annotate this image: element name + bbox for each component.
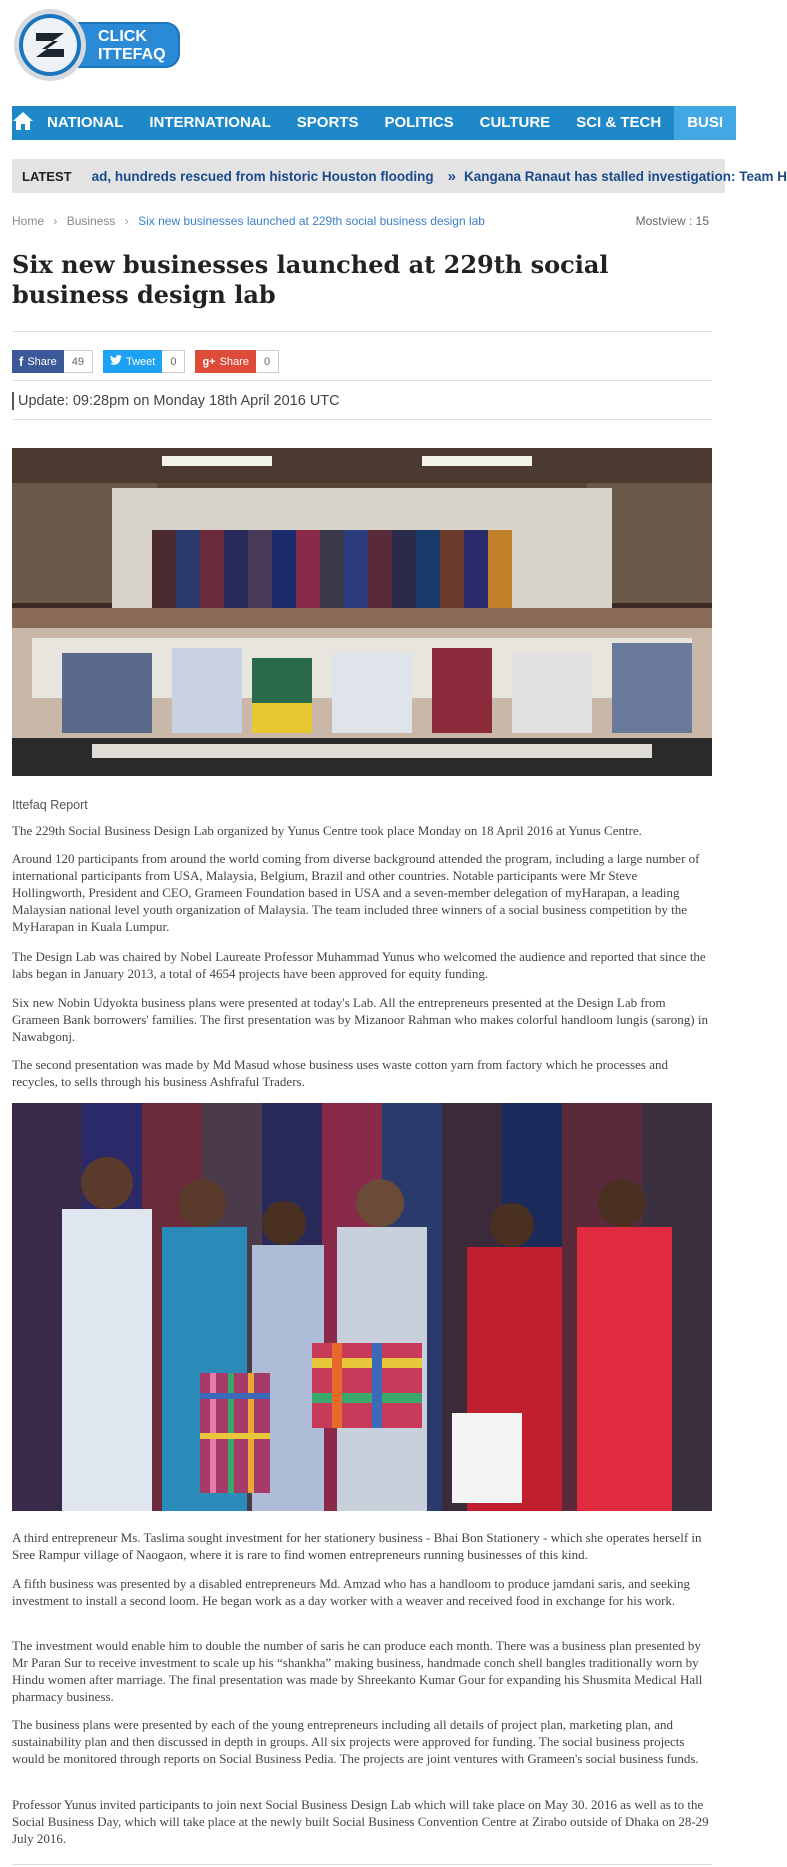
article-byline: Ittefaq Report xyxy=(12,798,88,812)
brand-line2: ITTEFAQ xyxy=(98,46,166,63)
latest-label: LATEST xyxy=(22,168,72,184)
breadcrumb-home[interactable]: Home xyxy=(12,214,45,228)
article-paragraph: The 229th Social Business Design Lab organized by Yunus Centre took place Monday on 18 April 2016 at Yunus Centre. xyxy=(12,823,642,838)
article-paragraph: The investment would enable him to double the number of saris he can produce each month. There was a business plan presented by Mr Paran Sur to receive investment to scale up his “shankha” making business, handmade conch shell bangles traditionally worn by Hindu women after marriage. The final presentation was made by Shreekanto Kumar Gour for expanding his Shusmita Medical Hall pharmacy business. xyxy=(12,1638,703,1704)
article-paragraph: The second presentation was made by Md Masud whose business uses waste cotton yarn from factory which he processes and recycles, to sells through his business Ashfraful Traders. xyxy=(12,1057,668,1089)
divider xyxy=(12,331,712,332)
article-photo-group xyxy=(12,448,712,776)
brand-line1: CLICK xyxy=(98,28,147,45)
nav-item-sci-tech[interactable]: SCI & TECH xyxy=(576,114,662,131)
mostview-count: Mostview : 15 xyxy=(635,214,709,228)
nav-item-sports[interactable]: SPORTS xyxy=(296,114,359,131)
page-title: Six new businesses launched at 229th social business design lab xyxy=(12,250,609,309)
breadcrumb-section[interactable]: Business xyxy=(66,214,116,228)
article-paragraph: A fifth business was presented by a disabled entrepreneurs Md. Amzad who has a handloom to produce jamdani saris, and seeking investment to install a second loom. He began work as a day worker with a weaver and received food in exchange for his work. xyxy=(12,1576,690,1608)
update-text: Update: 09:28pm on Monday 18th April 2016 UTC xyxy=(18,393,340,409)
chevron-right-icon: » xyxy=(447,167,456,185)
breadcrumb-current[interactable]: Six new businesses launched at 229th social business design lab xyxy=(138,214,485,228)
breadcrumb xyxy=(12,214,485,228)
nav-item-culture[interactable]: CULTURE xyxy=(479,114,551,131)
article-paragraph: Six new Nobin Udyokta business plans were presented at today's Lab. All the entrepreneurs presented at the Design Lab from Grameen Bank borrowers' families. The first presentation was by Mizanoor Rahman who makes colorful handloom lungis (sarong) in Nawabgonj. xyxy=(12,995,708,1044)
divider xyxy=(12,1864,712,1865)
nav-home-button[interactable] xyxy=(12,106,34,140)
facebook-share-count: 49 xyxy=(64,350,93,373)
nav-item-politics[interactable]: POLITICS xyxy=(384,114,454,131)
google-plus-share-button[interactable] xyxy=(195,350,279,373)
google-plus-icon: g+ xyxy=(202,355,216,368)
share-bar xyxy=(12,350,279,373)
twitter-share-button[interactable] xyxy=(103,350,185,373)
nav-item-national[interactable]: NATIONAL xyxy=(47,114,124,131)
breadcrumb-separator: › xyxy=(124,214,129,228)
nav-item-international[interactable]: INTERNATIONAL xyxy=(149,114,271,131)
latest-ticker xyxy=(12,159,787,193)
article-photo-entrepreneurs xyxy=(12,1103,712,1511)
twitter-share-label: Tweet xyxy=(125,355,156,368)
article-paragraph: Professor Yunus invited participants to join next Social Business Design Lab which will take place on May 30. 2016 as well as to the Social Business Day, which will take place at the newly built Social Business Convention Centre at Zirabo outside of Dhaka on 28-29 July 2016. xyxy=(12,1797,709,1846)
facebook-share-label: Share xyxy=(27,355,57,368)
article-paragraph: The business plans were presented by each of the young entrepreneurs including all details of project plan, marketing plan, and sustainability plan and then discussed in depth in groups. All six projects were approved for funding. The social business projects would be monitored through reports on Social Business Pedia. The projects are joint ventures with Grameen's social business funds. xyxy=(12,1717,699,1766)
divider xyxy=(12,380,712,381)
twitter-share-count: 0 xyxy=(162,350,185,373)
ticker-headline-2[interactable]: Kangana Ranaut has stalled investigation: Team H xyxy=(463,168,787,184)
twitter-icon xyxy=(110,355,122,368)
update-marker xyxy=(12,392,14,410)
facebook-share-button[interactable] xyxy=(12,350,93,373)
site-logo[interactable] xyxy=(12,6,182,84)
article-paragraph: The Design Lab was chaired by Nobel Laureate Professor Muhammad Yunus who welcomed the audience and reported that since the labs began in January 2013, a total of 4654 projects have been approved for equity funding. xyxy=(12,949,706,981)
google-plus-share-label: Share xyxy=(219,355,249,368)
breadcrumb-separator: › xyxy=(53,214,58,228)
ticker-headline-1[interactable]: ad, hundreds rescued from historic Houston flooding xyxy=(91,168,434,184)
facebook-icon: f xyxy=(19,354,24,369)
google-plus-share-count: 0 xyxy=(256,350,279,373)
home-icon xyxy=(12,111,34,136)
article-paragraph: A third entrepreneur Ms. Taslima sought investment for her stationery business - Bhai Bon Stationery - which she operates herself in Sree Rampur village of Naogaon, where it is rare to find women entrepreneurs running businesses of this kind. xyxy=(12,1530,702,1562)
article-paragraph: Around 120 participants from around the world coming from diverse background attended the program, including a large number of international participants from USA, Malaysia, Belgium, Brazil and other countries. Notable participants were Mr Steve Hollingworth, President and CEO, Grameen Foundation based in USA and a seven-member delegation of myHarapan, a leading Malaysian national level youth organization of Malaysia. The team included three winners of a social business competition by the MyHarapan in Kuala Lumpur. xyxy=(12,851,700,934)
divider xyxy=(12,419,712,420)
update-timestamp xyxy=(12,392,340,410)
main-nav xyxy=(12,106,725,140)
nav-item-business[interactable]: BUSI xyxy=(674,106,736,140)
